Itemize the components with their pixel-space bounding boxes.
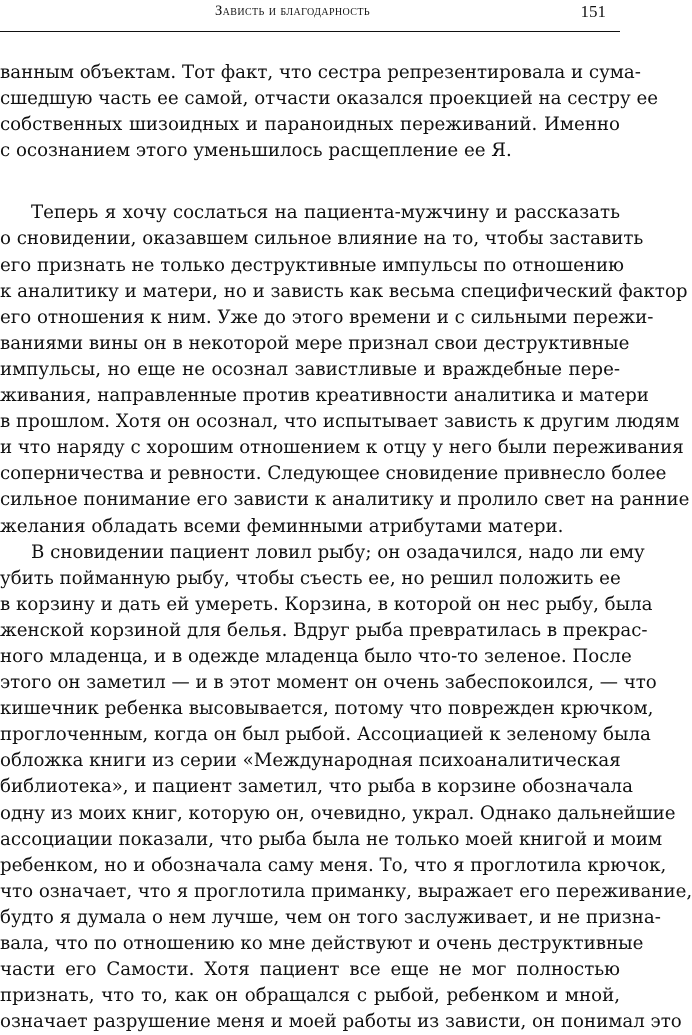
text-line: ванным объектам. Тот факт, что сестра репрезентировала и сума- xyxy=(0,62,641,83)
text-line: означает разрушение меня и моей работы из зависти, он понимал это xyxy=(0,1011,682,1033)
text-line: В сновидении пациент ловил рыбу; он озадачился, надо ли ему xyxy=(31,541,645,563)
paragraph xyxy=(0,540,692,1035)
text-line: сильное понимание его зависти к аналитику и пролило свет на ранние xyxy=(0,489,690,511)
text-line: ного младенца, и в одежде младенца было что-то зеленое. После xyxy=(0,645,632,667)
running-head xyxy=(0,0,620,38)
text-line: будто я думала о нем лучше, чем он того заслуживает, и не призна- xyxy=(0,906,661,928)
text-line: в корзину и дать ей умереть. Корзина, в которой он нес рыбу, была xyxy=(0,593,653,615)
text-line: соперничества и ревности. Следующее сновидение привнесло более xyxy=(0,463,667,485)
text-line: с осознанием этого уменьшилось расщепление ее Я. xyxy=(0,140,512,162)
text-line: в прошлом. Хотя он осознал, что испытывает зависть к другим людям xyxy=(0,411,680,433)
text-line: Теперь я хочу сослаться на пациента-мужчину и рассказать xyxy=(31,202,620,224)
text-line: ассоциации показали, что рыба была не только моей книгой и моим xyxy=(0,828,663,850)
text-line: живания, направленные против креативности аналитика и матери xyxy=(0,385,649,407)
text-line: о сновидении, оказавшем сильное влияние на то, чтобы заставить xyxy=(0,228,644,250)
text-line: ваниями вины он в некоторой мере признал свои деструктивные xyxy=(0,332,630,354)
text-line: ребенком, но и обозначала саму меня. То, что я проглотила крючок, xyxy=(0,854,667,876)
text-line: этого он заметил — и в этот момент он очень забеспокоился, — что xyxy=(0,672,657,694)
text-line: его отношения к ним. Уже до этого времени и с сильными пережи- xyxy=(0,306,654,328)
text-line: кишечник ребенка высовывается, потому что поврежден крючком, xyxy=(0,698,654,720)
text-line: признать, что то, как он обращался с рыбой, ребенком и мной, xyxy=(0,985,620,1007)
header-rule xyxy=(0,31,620,32)
text-line: проглоченным, когда он был рыбой. Ассоциацией к зеленому была xyxy=(0,724,651,746)
paragraph xyxy=(0,60,659,164)
text-line: к аналитику и матери, но и зависть как весьма специфический фактор xyxy=(0,280,688,302)
text-line: части его Самости. Хотя пациент все еще не мог полностью xyxy=(0,959,620,981)
paragraph xyxy=(0,200,690,539)
text-line: женской корзиной для белья. Вдруг рыба превратилась в прекрас- xyxy=(0,619,648,641)
text-line: вала, что по отношению ко мне действуют и очень деструктивные xyxy=(0,933,644,954)
paragraph-gap xyxy=(0,164,620,200)
text-line: что означает, что я проглотила приманку, выражает его переживание, xyxy=(0,880,692,902)
text-line: сшедшую часть ее самой, отчасти оказался проекцией на сестру ее xyxy=(0,88,659,110)
body-text xyxy=(0,60,692,1035)
text-line: желания обладать всеми феминными атрибутами матери. xyxy=(0,515,564,537)
page-number: 151 xyxy=(580,2,606,21)
text-line: одну из моих книг, которую он, очевидно, украл. Однако дальнейшие xyxy=(0,802,676,824)
text-line: его признать не только деструктивные импульсы по отношению xyxy=(0,254,624,276)
text-line: и что наряду с хорошим отношением к отцу у него были переживания xyxy=(0,437,684,459)
text-line: собственных шизоидных и параноидных переживаний. Именно xyxy=(0,114,620,136)
text-line: импульсы, но еще не осознал завистливые и враждебные пере- xyxy=(0,358,620,380)
text-line: библиотека», и пациент заметил, что рыба в корзине обозначала xyxy=(0,776,633,798)
text-line: убить пойманную рыбу, чтобы съесть ее, но решил положить ее xyxy=(0,567,621,589)
running-head-title: Зависть и благодарность xyxy=(215,3,371,19)
text-line: обложка книги из серии «Международная психоаналитическая xyxy=(0,750,621,772)
